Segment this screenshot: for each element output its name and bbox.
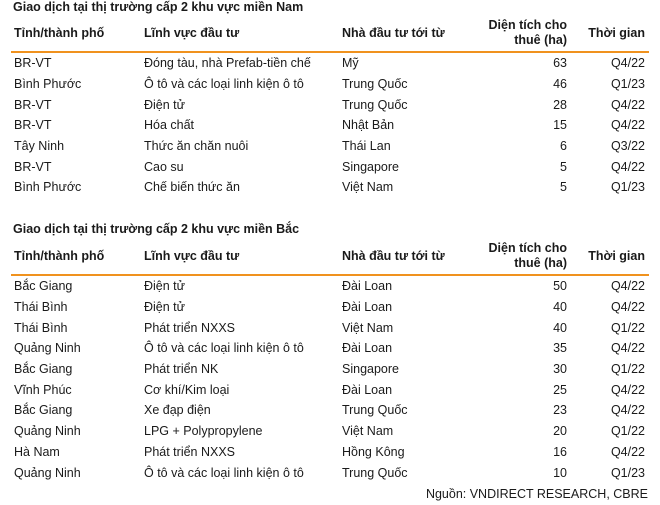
cell-area: 25 — [553, 382, 567, 397]
table-row — [11, 115, 649, 136]
table-row — [11, 400, 649, 421]
header-investor: Nhà đầu tư tới từ — [339, 15, 469, 52]
table-row — [11, 275, 649, 297]
table-row — [11, 74, 649, 95]
table-row — [11, 52, 649, 74]
table-row — [11, 379, 649, 400]
cell-area: 30 — [553, 362, 567, 377]
cell-time: Q4/22 — [610, 300, 645, 315]
cell-time: Q1/23 — [610, 77, 645, 92]
cell-area: 28 — [553, 97, 567, 112]
cell-area: 23 — [553, 403, 567, 418]
header-investor: Nhà đầu tư tới từ — [339, 238, 469, 275]
cell-time: Q4/22 — [610, 382, 645, 397]
cell-area: 40 — [553, 320, 567, 335]
cell-area: 16 — [553, 444, 567, 459]
cell-sector: Ô tô và các loại linh kiện ô tô — [144, 465, 304, 480]
cell-time: Q4/22 — [610, 444, 645, 459]
header-area — [469, 15, 573, 52]
cell-investor: Hồng Kông — [342, 444, 405, 459]
cell-time: Q4/22 — [610, 118, 645, 133]
cell-province: Quảng Ninh — [14, 465, 81, 480]
cell-province: Bắc Giang — [14, 279, 73, 294]
header-area-line1: Diện tích cho — [488, 18, 567, 32]
table-row — [11, 156, 649, 177]
cell-area: 6 — [560, 139, 567, 154]
cell-time: Q4/22 — [610, 341, 645, 356]
cell-area: 20 — [553, 424, 567, 439]
cell-province: BR-VT — [14, 56, 52, 71]
cell-investor: Nhật Bản — [342, 118, 395, 133]
table-row — [11, 338, 649, 359]
cell-time: Q1/22 — [610, 362, 645, 377]
cell-sector: Ô tô và các loại linh kiện ô tô — [144, 341, 304, 356]
cell-time: Q1/23 — [610, 180, 645, 195]
cell-province: Quảng Ninh — [14, 424, 81, 439]
table-row — [11, 442, 649, 463]
table-row — [11, 177, 649, 198]
cell-province: BR-VT — [14, 97, 52, 112]
cell-investor: Thái Lan — [342, 139, 391, 154]
cell-sector: Hóa chất — [144, 118, 195, 133]
cell-sector: Điện tử — [144, 279, 186, 294]
cell-province: Bắc Giang — [14, 403, 73, 418]
cell-investor: Trung Quốc — [342, 465, 408, 480]
cell-sector: LPG + Polypropylene — [144, 424, 263, 439]
cell-sector: Cao su — [144, 159, 184, 174]
south-transactions-table — [11, 15, 649, 198]
cell-sector: Đóng tàu, nhà Prefab-tiền chế — [144, 56, 311, 71]
header-area-line2: thuê (ha) — [514, 256, 567, 270]
header-row — [11, 15, 649, 52]
cell-time: Q1/22 — [610, 320, 645, 335]
table-row — [11, 462, 649, 483]
header-area — [469, 238, 573, 275]
cell-province: Quảng Ninh — [14, 341, 81, 356]
cell-time: Q1/23 — [610, 465, 645, 480]
cell-area: 15 — [553, 118, 567, 133]
cell-area: 63 — [553, 56, 567, 71]
cell-province: Tây Ninh — [14, 139, 65, 154]
cell-sector: Phát triển NXXS — [144, 320, 236, 335]
cell-time: Q4/22 — [610, 159, 645, 174]
cell-province: Vĩnh Phúc — [14, 382, 72, 397]
cell-province: Thái Bình — [14, 300, 68, 315]
cell-investor: Trung Quốc — [342, 77, 408, 92]
cell-sector: Xe đạp điện — [144, 403, 211, 418]
cell-area: 35 — [553, 341, 567, 356]
table-row — [11, 94, 649, 115]
north-table-title: Giao dịch tại thị trường cấp 2 khu vực miền Bắc — [13, 222, 300, 236]
header-time: Thời gian — [573, 238, 649, 275]
header-area-line1: Diện tích cho — [488, 241, 567, 255]
header-province: Tỉnh/thành phố — [11, 238, 141, 275]
cell-investor: Singapore — [342, 362, 399, 377]
cell-time: Q4/22 — [610, 403, 645, 418]
cell-sector: Chế biến thức ăn — [144, 180, 240, 195]
cell-investor: Trung Quốc — [342, 97, 408, 112]
cell-province: Bình Phước — [14, 180, 82, 195]
cell-area: 50 — [553, 279, 567, 294]
cell-investor: Việt Nam — [342, 424, 394, 439]
cell-area: 40 — [553, 300, 567, 315]
cell-sector: Điện tử — [144, 97, 186, 112]
cell-time: Q4/22 — [610, 56, 645, 71]
cell-investor: Đài Loan — [342, 382, 393, 397]
cell-investor: Đài Loan — [342, 300, 393, 315]
south-table-title: Giao dịch tại thị trường cấp 2 khu vực miền Nam — [13, 0, 304, 14]
cell-investor: Đài Loan — [342, 341, 393, 356]
cell-investor: Singapore — [342, 159, 399, 174]
north-transactions-table — [11, 238, 649, 483]
cell-sector: Cơ khí/Kim loại — [144, 382, 230, 397]
cell-investor: Trung Quốc — [342, 403, 408, 418]
table-row — [11, 359, 649, 380]
cell-area: 46 — [553, 77, 567, 92]
header-time: Thời gian — [573, 15, 649, 52]
cell-time: Q1/22 — [610, 424, 645, 439]
cell-investor: Mỹ — [342, 56, 359, 71]
cell-area: 5 — [560, 159, 567, 174]
cell-time: Q3/22 — [610, 139, 645, 154]
cell-area: 10 — [553, 465, 567, 480]
table-row — [11, 297, 649, 318]
cell-time: Q4/22 — [610, 97, 645, 112]
cell-province: BR-VT — [14, 118, 52, 133]
source-note: Nguồn: VNDIRECT RESEARCH, CBRE — [425, 487, 648, 501]
cell-area: 5 — [560, 180, 567, 195]
cell-province: BR-VT — [14, 159, 52, 174]
cell-sector: Thức ăn chăn nuôi — [144, 139, 249, 154]
cell-investor: Đài Loan — [342, 279, 393, 294]
cell-time: Q4/22 — [610, 279, 645, 294]
cell-province: Bắc Giang — [14, 362, 73, 377]
header-row — [11, 238, 649, 275]
cell-province: Bình Phước — [14, 77, 82, 92]
cell-sector: Phát triển NK — [144, 362, 219, 377]
cell-investor: Việt Nam — [342, 320, 394, 335]
cell-sector: Phát triển NXXS — [144, 444, 236, 459]
table-row — [11, 317, 649, 338]
table-row — [11, 421, 649, 442]
cell-province: Thái Bình — [14, 320, 68, 335]
table-row — [11, 136, 649, 157]
header-sector: Lĩnh vực đầu tư — [141, 238, 339, 275]
cell-sector: Điện tử — [144, 300, 186, 315]
cell-investor: Việt Nam — [342, 180, 394, 195]
cell-province: Hà Nam — [14, 444, 60, 459]
header-area-line2: thuê (ha) — [514, 33, 567, 47]
cell-sector: Ô tô và các loại linh kiện ô tô — [144, 77, 304, 92]
header-sector: Lĩnh vực đầu tư — [141, 15, 339, 52]
header-province: Tỉnh/thành phố — [11, 15, 141, 52]
